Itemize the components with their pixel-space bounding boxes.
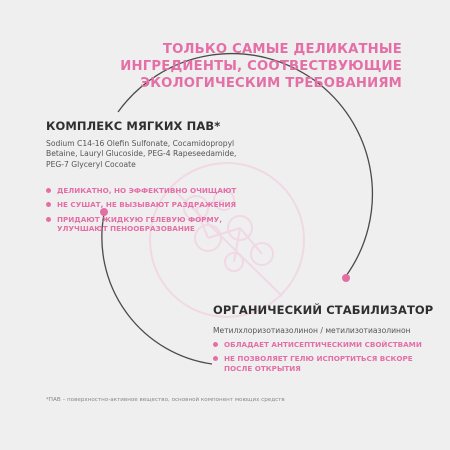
stabilizer-ingredients: Метилхлоризотиазолинон / метилизотиазолинон: [213, 326, 411, 335]
ingredients-line: Betaine, Lauryl Glucoside, PEG-4 Rapeseedamide,: [46, 149, 237, 159]
headline-line: ТОЛЬКО САМЫЕ ДЕЛИКАТНЫЕ: [162, 42, 402, 57]
ingredients-line: PEG-7 Glyceryl Cocoate: [46, 159, 136, 169]
headline-line: ЭКОЛОГИЧЕСКИМ ТРЕБОВАНИЯМ: [140, 76, 402, 91]
benefit-text: ОБЛАДАЕТ АНТИСЕПТИЧЕСКИМИ СВОЙСТВАМИ: [224, 340, 422, 349]
benefit-text: НЕ СУШАТ, НЕ ВЫЗЫВАЮТ РАЗДРАЖЕНИЯ: [57, 200, 237, 210]
pink-dot-icon: [213, 342, 218, 347]
benefit-item: [213, 340, 422, 349]
pink-dot-icon: [46, 202, 51, 207]
pink-dot-icon: [46, 217, 51, 222]
benefit-item: [46, 186, 236, 195]
benefit-text: ДЕЛИКАТНО, НО ЭФФЕКТИВНО ОЧИЩАЮТ: [57, 186, 237, 195]
surfactants-ingredients: [46, 139, 246, 170]
pink-dot-icon: [46, 188, 51, 193]
headline-line: ИНГРЕДИЕНТЫ, СООТВЕСТВУЮЩИЕ: [120, 59, 402, 74]
stabilizer-title: ОРГАНИЧЕСКИЙ СТАБИЛИЗАТОР: [213, 303, 434, 317]
surfactants-benefits: [46, 186, 236, 239]
pink-dot-icon: [213, 356, 218, 361]
surfactants-title: КОМПЛЕКС МЯГКИХ ПАВ*: [46, 119, 221, 133]
headline: [72, 41, 402, 92]
benefit-text: ПРИДАЮТ ЖИДКУЮ ГЕЛЕВУЮ ФОРМУ,: [57, 214, 222, 224]
benefit-item: [46, 200, 236, 209]
benefit-text: НЕ ПОЗВОЛЯЕТ ГЕЛЮ ИСПОРТИТЬСЯ ВСКОРЕ: [224, 354, 413, 364]
stabilizer-benefits: [213, 340, 422, 378]
benefit-text: УЛУЧШАЮТ ПЕНООБРАЗОВАНИЕ: [57, 224, 195, 234]
footnote: *ПАВ – поверхностно-активное вещество, основной компонент моющих средств: [46, 397, 285, 403]
benefit-item: [46, 215, 236, 234]
ingredients-line: Sodium C14-16 Olefin Sulfonate, Cocamidopropyl: [46, 139, 235, 148]
upper-arc-end-dot: [342, 274, 350, 282]
benefit-text: ПОСЛЕ ОТКРЫТИЯ: [224, 363, 301, 373]
benefit-item: [213, 354, 422, 373]
